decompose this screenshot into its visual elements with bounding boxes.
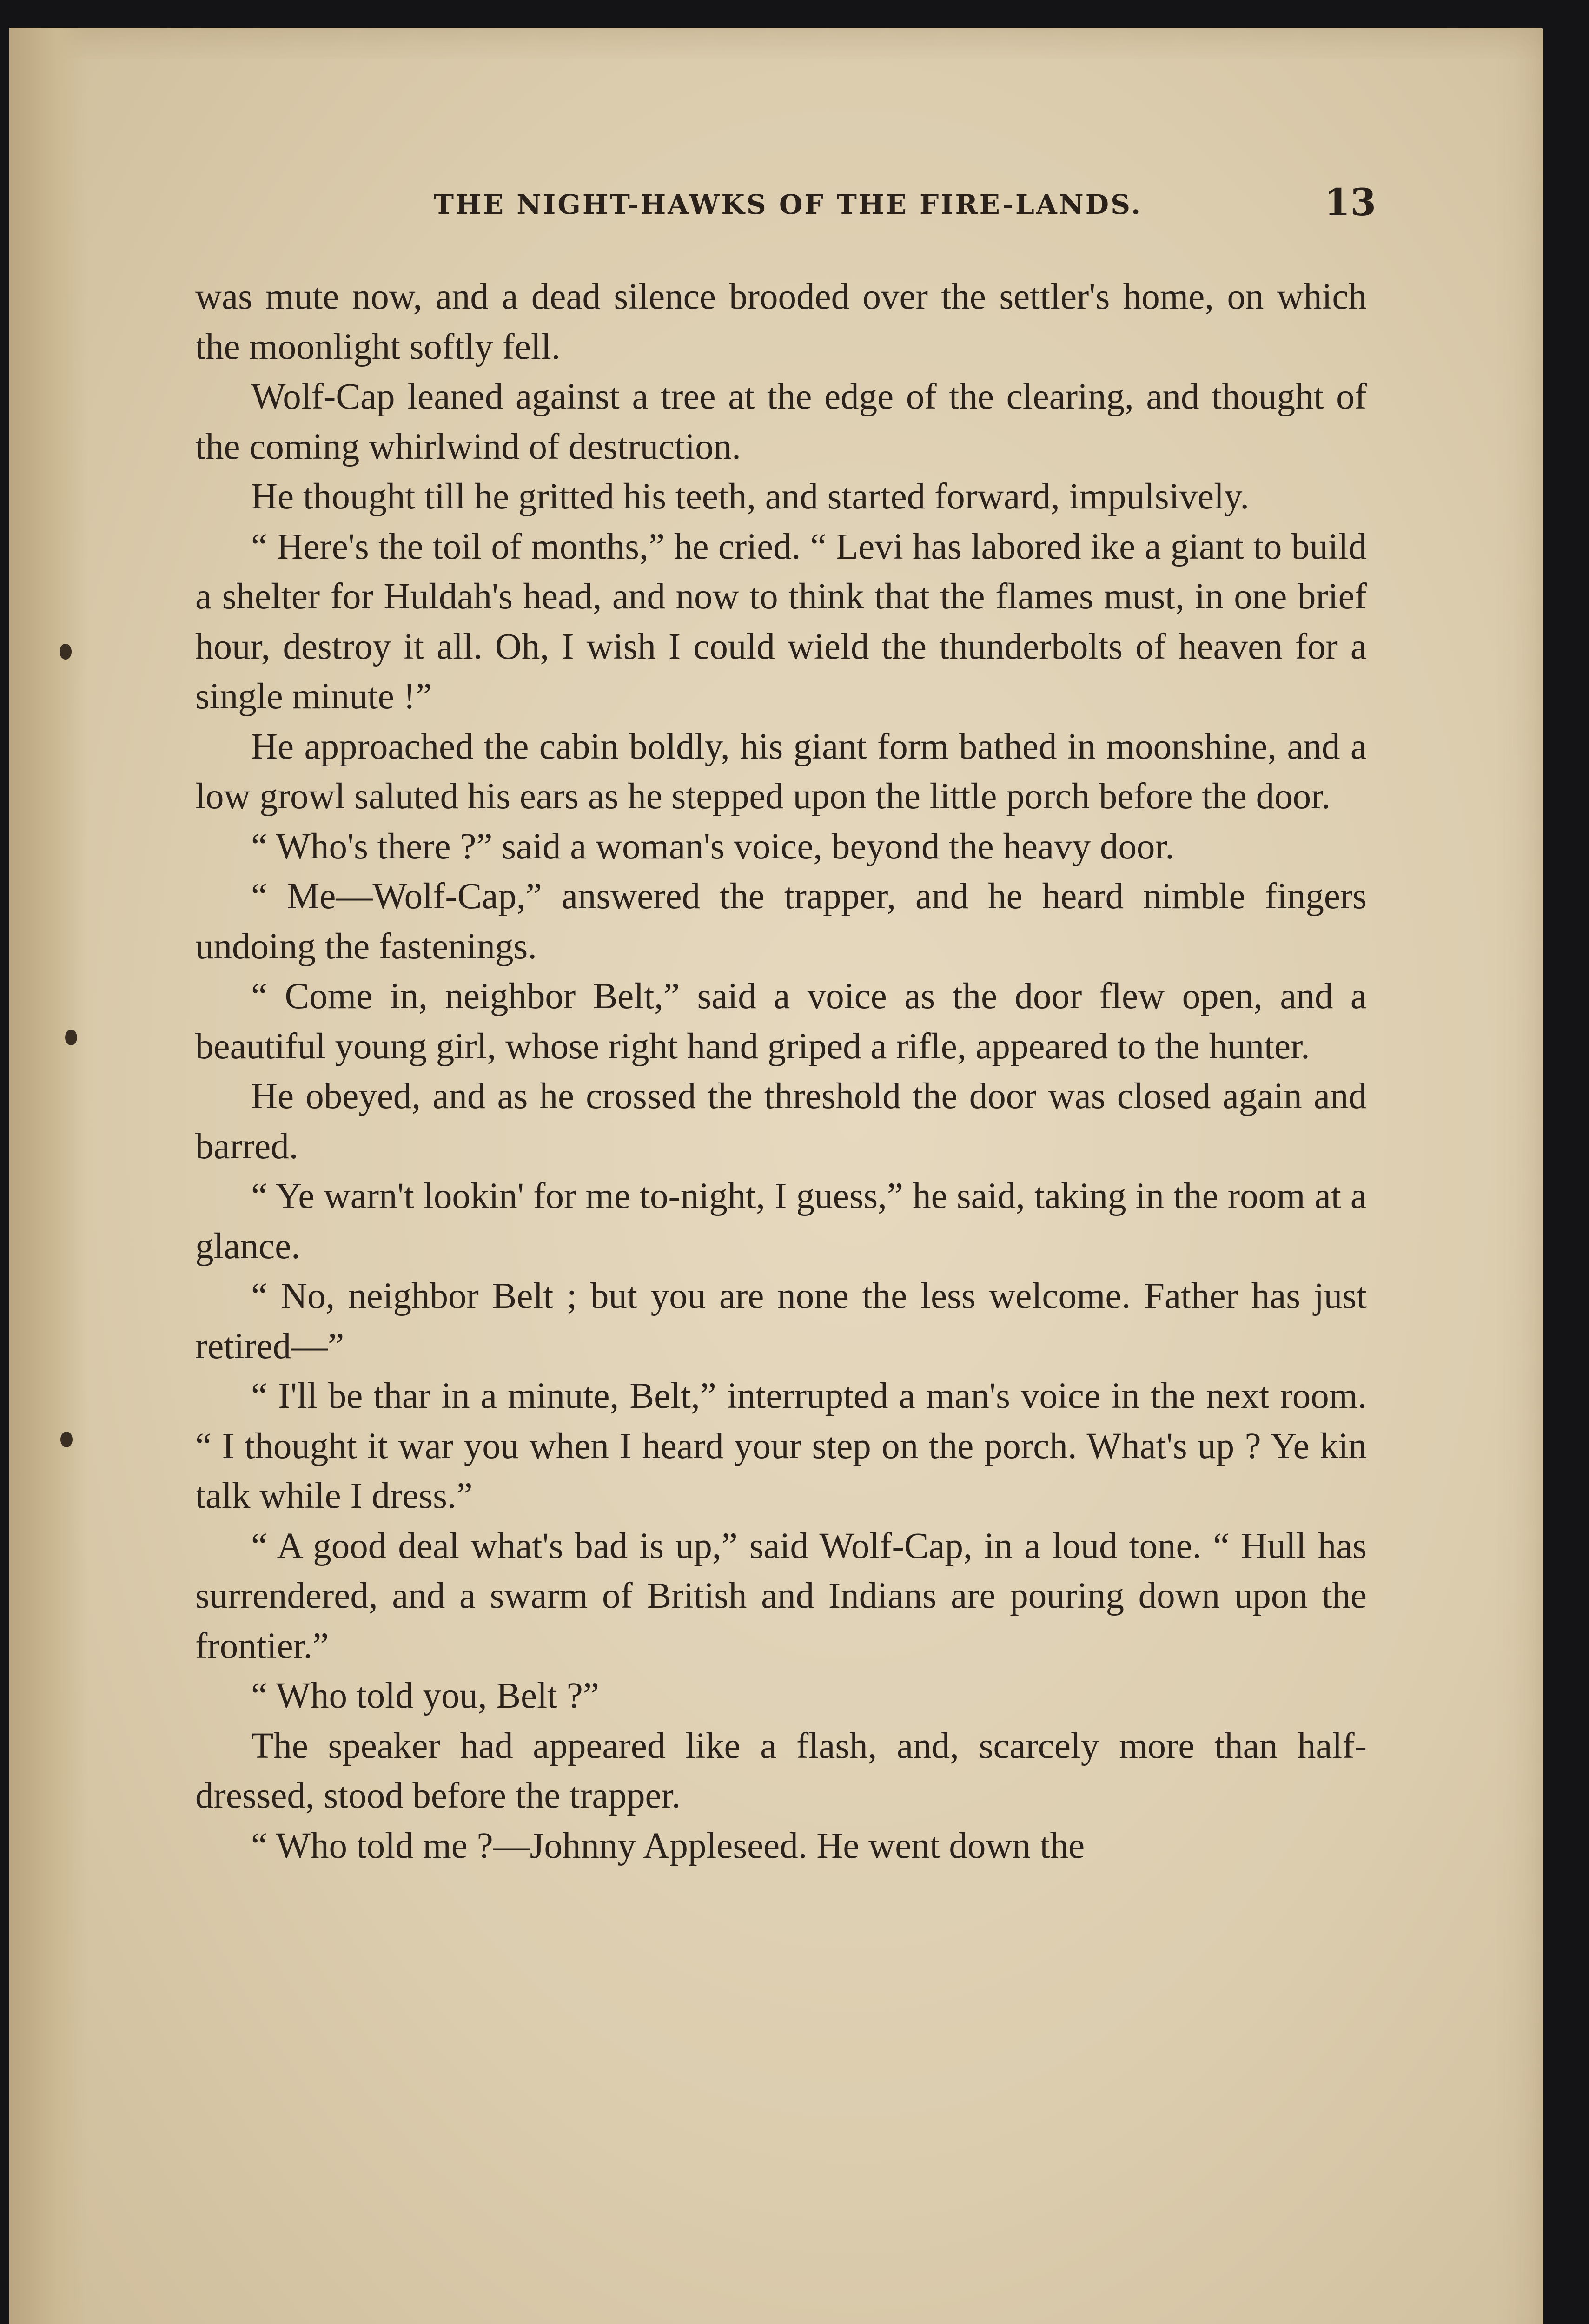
body-text — [195, 272, 1367, 1871]
paragraph: was mute now, and a dead silence brooded over the settler's home, on which the moonlight softly fell. — [195, 277, 1367, 367]
page-gutter — [9, 28, 88, 2324]
binding-hole — [65, 1030, 77, 1045]
paragraph: He thought till he gritted his teeth, and started forward, impulsively. — [251, 476, 1250, 517]
paragraph: He approached the cabin boldly, his giant form bathed in moonshine, and a low growl saluted his ears as he stepped upon the little porch before the door. — [195, 726, 1367, 817]
paragraph: Wolf-Cap leaned against a tree at the edge of the clearing, and thought of the coming whirlwind of destruction. — [195, 376, 1367, 467]
paragraph: “ Me—Wolf-Cap,” answered the trapper, and he heard nimble fingers undoing the fastenings. — [195, 876, 1367, 967]
paragraph: “ Who told you, Belt ?” — [251, 1676, 599, 1716]
paragraph: “ Who's there ?” said a woman's voice, beyond the heavy door. — [251, 826, 1175, 867]
paragraph: “ Come in, neighbor Belt,” said a voice as the door flew open, and a beautiful young girl, whose right hand griped a rifle, appeared to the hunter. — [195, 976, 1367, 1067]
paragraph: He obeyed, and as he crossed the threshold the door was closed again and barred. — [195, 1076, 1367, 1167]
binding-hole — [60, 1432, 73, 1447]
paragraph: The speaker had appeared like a flash, and, scarcely more than half-dressed, stood before the trapper. — [195, 1725, 1367, 1816]
page-number: 13 — [1324, 180, 1376, 224]
binding-hole — [60, 644, 72, 660]
paragraph: “ I'll be thar in a minute, Belt,” interrupted a man's voice in the next room. “ I thought it war you when I heard your step on the porch. What's up ? Ye kin talk while I dress.” — [195, 1376, 1367, 1516]
paragraph: “ No, neighbor Belt ; but you are none the less welcome. Father has just retired—” — [195, 1276, 1367, 1367]
paragraph: “ Here's the toil of months,” he cried. “ Levi has labored ike a giant to build a shelter for Huldah's head, and now to think that the flames must, in one brief hour, destroy it all. Oh, I wish I could wield the thunderbolts of heaven for a single minute !” — [195, 526, 1367, 717]
paragraph: “ A good deal what's bad is up,” said Wolf-Cap, in a loud tone. “ Hull has surrendered, and a swarm of British and Indians are pouring down upon the frontier.” — [195, 1525, 1367, 1666]
running-title: THE NIGHT-HAWKS OF THE FIRE-LANDS. — [433, 189, 1143, 220]
paragraph: “ Ye warn't lookin' for me to-night, I guess,” he said, taking in the room at a glance. — [195, 1176, 1367, 1267]
paragraph: “ Who told me ?—Johnny Appleseed. He went down the — [251, 1825, 1085, 1866]
